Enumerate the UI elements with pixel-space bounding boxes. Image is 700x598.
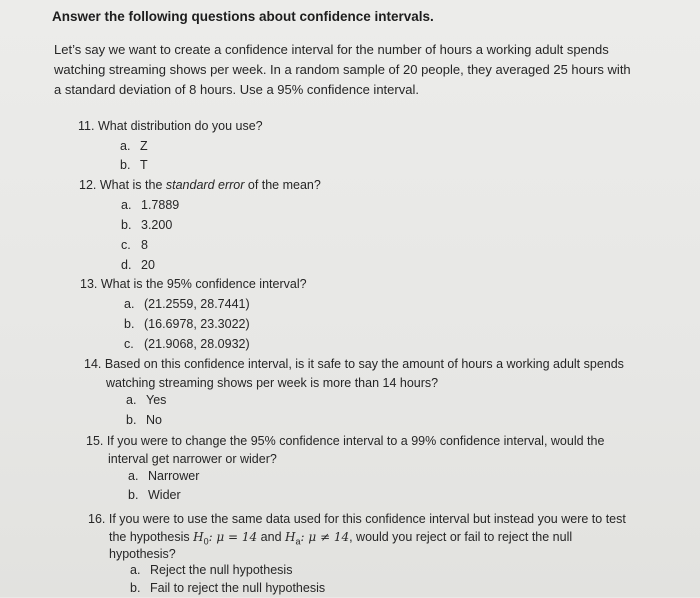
option-13b [124,315,250,334]
question-text: of the mean? [244,178,321,192]
question-text: What is the [99,178,166,192]
option-14a [126,391,166,410]
option-letter: b. [120,158,131,172]
option-12c [121,236,148,255]
intro-line: a standard deviation of 8 hours. Use a 95% confidence interval. [54,82,419,97]
option-text: T [140,158,148,172]
option-12b [121,216,172,235]
option-letter: a. [128,469,139,483]
question-14 [84,355,624,374]
question-text: What distribution do you use? [97,119,263,133]
option-letter: a. [126,393,137,407]
intro-line: Let’s say we want to create a confidence interval for the number of hours a working adult spends [54,42,609,57]
option-letter: d. [121,258,132,272]
null-hypothesis-relation: : μ = 14 [208,530,258,544]
option-13a [124,295,250,314]
option-text: (16.6978, 23.3022) [144,317,250,331]
option-15a [128,467,199,486]
option-letter: a. [121,198,132,212]
option-text: Z [140,139,148,153]
option-16a [130,561,292,580]
question-number: 11. [78,119,95,133]
option-letter: b. [126,413,137,427]
option-12a [121,196,179,215]
alt-hypothesis-subscript: a [295,536,301,547]
option-letter: c. [124,337,134,351]
option-11a [120,137,148,156]
option-letter: b. [121,218,132,232]
question-number: 12. [79,178,97,192]
question-number: 15. [86,434,104,448]
question-15 [86,432,604,451]
question-text: watching streaming shows per week is more than 14 hours? [106,376,439,390]
option-text: 3.200 [141,218,173,232]
option-text: Yes [146,393,167,407]
question-text: the hypothesis [109,530,194,544]
option-letter: a. [124,297,135,311]
question-16 [88,510,626,529]
question-number: 16. [88,512,106,526]
question-text: What is the 95% confidence interval? [100,277,307,291]
option-letter: b. [130,581,141,595]
question-text: hypothesis? [109,547,176,561]
option-16b [130,579,325,598]
question-text: If you were to use the same data used for this confidence interval but instead you were to test [108,512,626,526]
option-text: No [146,413,162,427]
option-14b [126,411,162,430]
question-number: 14. [84,357,102,371]
question-11 [78,117,263,136]
option-text: Narrower [148,469,200,483]
option-letter: b. [124,317,135,331]
question-text: interval get narrower or wider? [108,452,277,466]
null-hypothesis-symbol: H [193,530,204,544]
intro-paragraph [54,40,664,100]
page-heading: Answer the following questions about confidence intervals. [52,9,434,24]
question-text: and [257,530,285,544]
question-12 [79,176,321,195]
option-text: Reject the null hypothesis [150,563,293,577]
option-letter: b. [128,488,139,502]
null-hypothesis-subscript: 0 [203,536,209,547]
question-text: , would you reject or fail to reject the null [349,530,573,544]
option-text: (21.9068, 28.0932) [144,337,250,351]
option-letter: a. [130,563,141,577]
option-text: 20 [141,258,155,272]
question-text: If you were to change the 95% confidence interval to a 99% confidence interval, would the [106,434,605,448]
question-text-emphasis: standard error [165,178,245,192]
option-11b [120,156,148,175]
option-text: (21.2559, 28.7441) [144,297,250,311]
question-number: 13. [80,277,98,291]
alt-hypothesis-relation: : μ ≠ 14 [300,530,350,544]
option-13c [124,335,250,354]
option-text: 1.7889 [141,198,180,212]
option-text: Wider [148,488,181,502]
option-12d [121,256,155,275]
alt-hypothesis-symbol: H [285,530,296,544]
intro-line: watching streaming shows per week. In a random sample of 20 people, they averaged 25 hours with [54,62,631,77]
option-letter: c. [121,238,131,252]
option-15b [128,486,181,505]
question-16-hypothesis-line [109,528,572,552]
option-text: Fail to reject the null hypothesis [150,581,326,595]
option-text: 8 [141,238,148,252]
question-13 [80,275,307,294]
option-letter: a. [120,139,131,153]
question-text: Based on this confidence interval, is it safe to say the amount of hours a working adult spends [104,357,624,371]
